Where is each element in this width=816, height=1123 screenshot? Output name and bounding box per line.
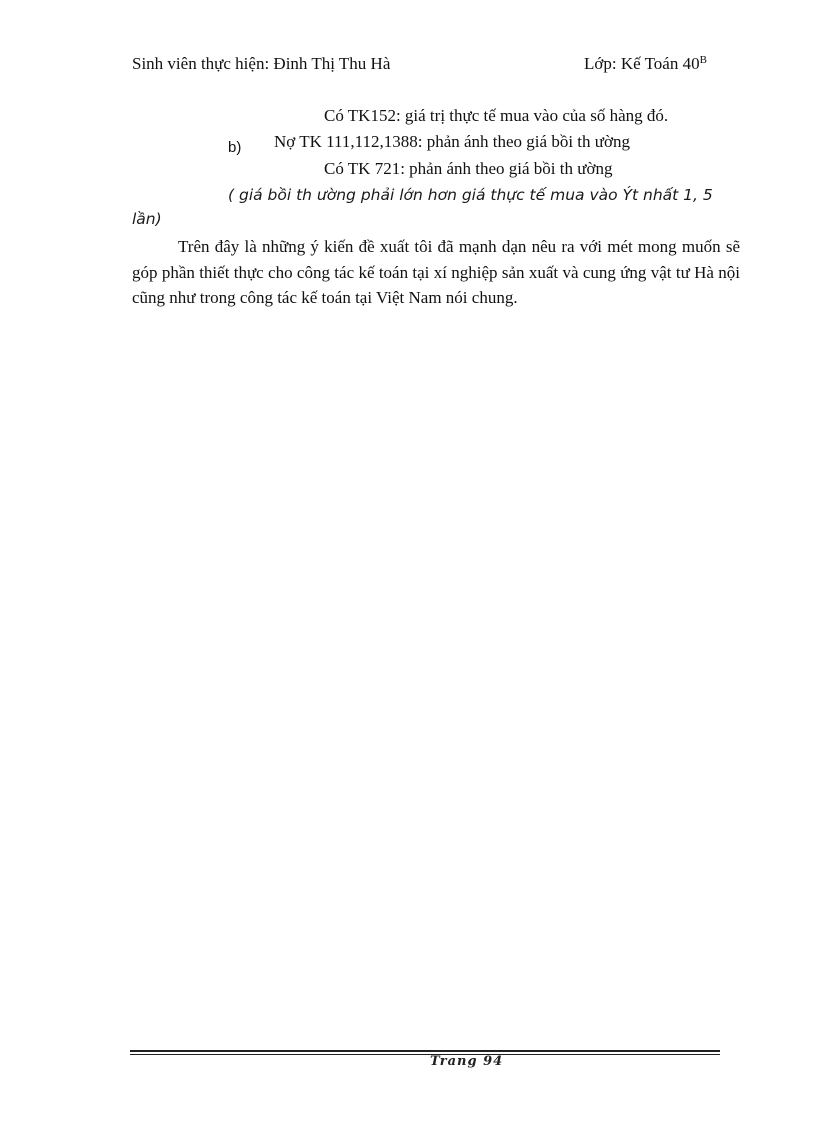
header-student: Sinh viên thực hiện: Đinh Thị Thu Hà [132, 54, 391, 73]
italic-note-line-1: ( giá bồi th ường phải lớn hơn giá thực tế mua vào Ýt nhất 1, 5 [228, 186, 713, 204]
header-class-text: Lớp: Kế Toán 40 [584, 54, 700, 73]
entry-co-152: Có TK152: giá trị thực tế mua vào của số hàng đó. [324, 106, 669, 125]
header-class-superscript: B [699, 54, 707, 66]
entry-label-b: b) [228, 139, 242, 156]
footer-rule-thick [130, 1050, 720, 1052]
entry-co-721: Có TK 721: phản ánh theo giá bồi th ường [324, 159, 613, 178]
header-class [584, 54, 707, 74]
footer-page-label: Trang 94 [430, 1054, 504, 1069]
entry-no-111: Nợ TK 111,112,1388: phản ánh theo giá bồi th ường [274, 132, 630, 151]
italic-note-line-2: lần) [132, 210, 162, 228]
conclusion-paragraph: Trên đây là những ý kiến đề xuất tôi đã mạnh dạn nêu ra với mét mong muốn sẽ góp phần thiết thực cho công tác kế toán tại xí nghiệp sản xuất và cung ứng vật tư Hà nội cũng như trong công tác kế toán tại Việt Nam nói chung. [132, 237, 740, 307]
footer-rule-thin [130, 1054, 720, 1055]
